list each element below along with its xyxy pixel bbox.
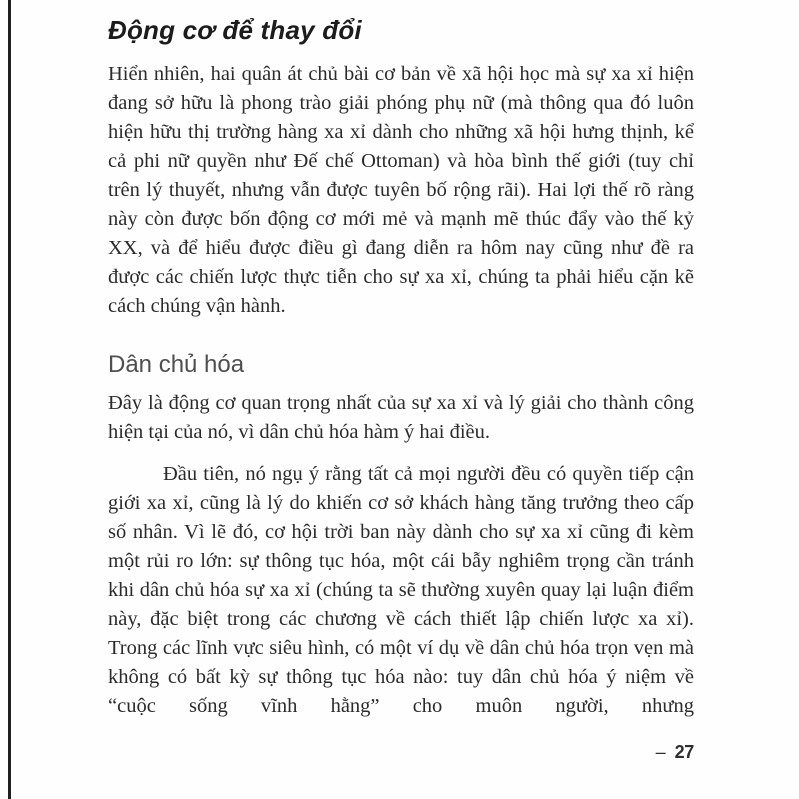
section-heading: Động cơ để thay đổi bbox=[108, 15, 362, 45]
page-number-dash: – bbox=[655, 742, 666, 762]
body-paragraph: Hiển nhiên, hai quân át chủ bài cơ bản về xã hội học mà sự xa xỉ hiện đang sở hữu là phong trào giải phóng phụ nữ (mà thông qua đó luôn hiện hữu thị trường hàng xa xỉ dành cho những xã hội hưng thịnh, kể cả phi nữ quyền như Đế chế Ottoman) và hòa bình thế giới (tuy chỉ trên lý thuyết, nhưng vẫn được tuyên bố rộng rãi). Hai lợi thế rõ ràng này còn được bốn động cơ mới mẻ và mạnh mẽ thúc đẩy vào thế kỷ XX, và để hiểu được điều gì đang diễn ra hôm nay cũng như đề ra được các chiến lược thực tiễn cho sự xa xỉ, chúng ta phải hiểu cặn kẽ cách chúng vận hành. bbox=[108, 63, 694, 317]
page-content bbox=[108, 8, 694, 721]
left-border-line bbox=[8, 0, 11, 799]
body-paragraph: Đây là động cơ quan trọng nhất của sự xa xỉ và lý giải cho thành công hiện tại của nó, vì dân chủ hóa hàm ý hai điều. bbox=[108, 392, 694, 443]
page-number-value: 27 bbox=[674, 742, 694, 762]
page-number bbox=[108, 740, 694, 764]
subsection-heading: Dân chủ hóa bbox=[108, 351, 245, 378]
body-paragraph: Đầu tiên, nó ngụ ý rằng tất cả mọi người đều có quyền tiếp cận giới xa xỉ, cũng là lý do khiến cơ sở khách hàng tăng trưởng theo cấp số nhân. Vì lẽ đó, cơ hội trời ban này dành cho sự xa xỉ cũng đi kèm một rủi ro lớn: sự thông tục hóa, một cái bẫy nghiêm trọng cần tránh khi dân chủ hóa sự xa xỉ (chúng ta sẽ thường xuyên quay lại luận điểm này, đặc biệt trong các chương về cách thiết lập chiến lược xa xỉ). Trong các lĩnh vực siêu hình, có một ví dụ về dân chủ hóa trọn vẹn mà không có bất kỳ sự thông tục hóa nào: tuy dân chủ hóa ý niệm về “cuộc sống vĩnh hằng” cho muôn người, nhưng bbox=[108, 463, 694, 717]
